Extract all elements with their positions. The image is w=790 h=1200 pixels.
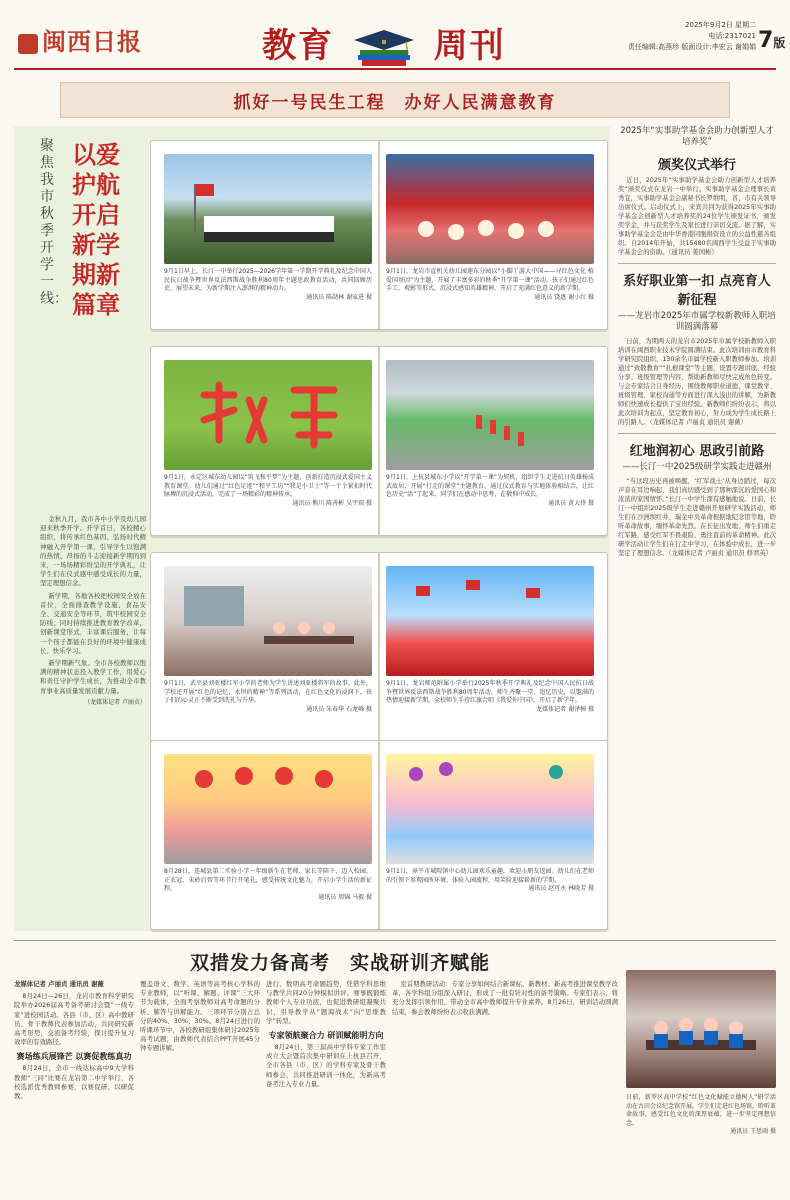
seal-icon (18, 34, 38, 54)
photo-kindergarten-welcome (386, 754, 594, 864)
photo-caption (164, 868, 372, 902)
caption-text: 9月1日，龙岩师范附属小学举行2025年秋季开学典礼及纪念中国人民抗日战争暨世界反法西斯战争胜利80周年活动，师生齐聚一堂、追忆历史，以饱满的热情迎接新学期，全校师生手持红旗合唱《我爱你中国》，开启了新学年。 (386, 680, 594, 705)
photo-caption (386, 680, 594, 714)
caption-credit: 通讯员 陈勋林 谢家进 摄 (306, 293, 372, 301)
feature-kicker: 聚焦我市秋季开学一线： (40, 138, 68, 307)
page-number-value: 7 (758, 28, 774, 53)
photo-cheering-students (386, 566, 594, 676)
caption-credit: 通讯员 周锦 马毅 摄 (318, 893, 372, 901)
bottom-paragraph: 8月24日，第三届高中学科专家工作室成立大会暨首次集中研训在上杭县召开，全市各县（市、区）的学科专家及骨干教师参会，共同推进研训一体化，为新高考备考注入专业力量。 (266, 1043, 386, 1088)
photo-study-tour (626, 970, 776, 1088)
caption-text: 9月1日，上杭县城东小学以“开学第一课”为契机，组织学生走进抗日英雄杨成武故居，开展“行走的课堂”主题教育，通过仪式教育与实地体验相结合，让红色历史“活”了起来，同学们在感动中思考，在敬仰中成长。 (386, 474, 594, 499)
intro-paragraph: 金秋九月，我市各中小学及幼儿园迎来秋季开学。开学首日，各校精心组织，将传承红色基因、弘扬时代精神融入开学第一课，引导学生以饱满的热情、昂扬的斗志迎接新学期的到来，一场场精彩纷呈的开学典礼，让学生们在仪式感中感受成长的力量，坚定理想信念。 (40, 515, 146, 588)
photo-book-3 (150, 552, 608, 742)
intro-paragraph: 新学期新气象。全市各校教师以饱满的精神状态投入教学工作，用爱心和责任守护学生成长，为推动全市教育事业高质量发展贡献力量。 (40, 659, 146, 695)
photo-classroom (164, 566, 372, 676)
photo-caption (386, 868, 594, 894)
photo-lanterns-gate (164, 754, 372, 864)
article-c-title: 红地润初心 思政引前路 (629, 444, 765, 459)
bottom-column-4 (392, 980, 618, 1017)
photo-kindergarten-red (386, 154, 594, 264)
photo-caption (164, 680, 372, 714)
feature-intro (40, 515, 146, 707)
study-group-illustration (626, 970, 776, 1088)
caption-credit: 通讯员 王思雨 摄 (730, 1128, 776, 1136)
article-c-subtitle: ——长汀一中2025级研学实践走进赣州 (622, 462, 772, 472)
caption-text: 日前，新罗区高中学校“红色文化赋能立德树人”研学活动在古田会议纪念馆开展，学生们走进红色场馆，聆听革命故事，感受红色文化的深厚底蕴，进一步坚定理想信念。 (626, 1094, 777, 1127)
flag-wave-illustration (386, 566, 594, 676)
photo-caption (164, 474, 372, 508)
editors-line: 责任编辑:高燕珍 版面设计:李宏云 谢娟娟 (627, 43, 756, 51)
caption-credit: 通讯员 饶惠 谢小红 摄 (534, 293, 594, 301)
bottom-subhead: 赛场练兵展锋芒 以赛促教练真功 (16, 1051, 132, 1062)
section-name: 教育 (262, 26, 334, 66)
slogan-text: 抓好一号民生工程 办好人民满意教育 (233, 92, 557, 113)
caption-text: 9月1日，永定区城东幼儿园以“筑飞和平梦”为主题，创新打造沉浸式爱国主义教育课堂。幼儿们通过“红色足迹”“和平工坊”“我是小卫士”等一个个紧扣时代脉搏的沉浸式活动，完成了一场精彩的精神传承。 (164, 474, 372, 499)
bottom-headline: 双措发力备高考 实战研训齐赋能 (189, 952, 490, 974)
caption-credit: 通讯员 熊川 陈善彬 吴宇琼 摄 (292, 499, 372, 507)
photo-school-walk (386, 360, 594, 470)
caption-text: 9月1日，武平县刘亚楼红军小学的老师为学生讲述刘亚楼将军的故事。此外，学校还开展“红色的记忆，永恒的精神”等系列活动，在红色文化的浸润下，孩子们的心灵正不断受到洗礼与升华。 (164, 680, 372, 705)
caption-credit: 通讯员 赵可永 林晓芳 摄 (528, 885, 594, 893)
section-title (262, 18, 506, 68)
bottom-subhead: 专家领航聚合力 研训赋能明方向 (268, 1030, 384, 1041)
caption-text: 9月1日，漳平市城隍镇中心幼儿园欢乐童趣，欢迎小朋友返园。幼儿们在老师的引领下参观园所环境、体验入园流程，用笑脸迎接崭新的学期。 (386, 868, 594, 884)
students-row-illustration (164, 154, 372, 264)
page-number (758, 28, 785, 53)
header-rule (14, 68, 776, 70)
book-spine (378, 140, 380, 330)
welcome-decor-illustration (386, 754, 594, 864)
divider (618, 433, 776, 434)
bottom-byline: 龙媒体记者 卢丽贞 通讯员 谢薇 (14, 980, 104, 988)
article-b-subtitle: ——龙岩市2025年市属学校新教师入职培训圆满落幕 (618, 311, 776, 332)
book-spine (378, 346, 380, 536)
divider (618, 263, 776, 264)
bottom-paragraph: 覆盖语文、数学、英语等高考核心学科的专业教师，以“听课、解题、评课”三大环节为载体，全面考察教师对高考命题的分析、解答与讲解能力。三项环节分别占总分的40%、30%、30%。8月24日进行的听课环节中，各校教研组集体研讨2025年高考试题，由教师代表结合PPT开展45分钟专题讲解。 (140, 980, 260, 1053)
caption-text: 8月28日，连城县第二实验小学一年级新生在老师、家长等陪下，迈入校园，正衣冠、朱砂启智等环节行开笔礼，感受传统文化魅力，开启小学生活的新征程。 (164, 868, 372, 893)
bottom-rule (14, 940, 776, 941)
page-number-suffix: 版 (773, 36, 786, 50)
bottom-paragraph: 8月24日，全市一线达标高中9大学科教师“三同”比赛在龙岩第二中学举行，各校选派优秀教师参赛，以赛促研、以研促教。 (14, 1064, 134, 1101)
caption-credit: 通讯员 黄大佟 摄 (548, 499, 594, 507)
intro-paragraph: 新学期，各地各校把校园安全放在首位，全面排查教学设施、食品安全、交通安全等环节，筑牢校园安全防线；同时持续推进教育教学改革，创新课堂形式，丰富课后服务，让每一个孩子都能在良好的环境中健康成长、快乐学习。 (40, 591, 146, 655)
formation-illustration (164, 360, 372, 470)
caption-credit: 龙媒体记者 谢泽樟 摄 (536, 705, 594, 713)
book-spine (378, 740, 380, 930)
page-meta (546, 20, 756, 53)
intro-credit: （龙媒体记者 卢丽贞） (84, 698, 146, 706)
bottom-column-2 (140, 980, 260, 1054)
photo-caption (386, 474, 594, 508)
article-c-body: “当这段历史再被唤醒，‘红军战士’从身边踏过，每次声音在耳边响起，我们真切感受到了那种深沉的爱国心和浓浓的家国情怀。”长汀一中学生深有感触地说。日前，长汀一中组织2025级学生走进赣州开展研学实践活动，师生们在沙洲坝红井、瑞金中央革命根据地纪念馆等地，聆听革命故事，缅怀革命先烈。在长征出发地，师生们重走红军路，感受红军不畏艰险、勇往直前的革命精神。此次研学活动让学生们在行走中学习，在体验中成长，进一步坚定了理想信念。（龙媒体记者 卢丽贞 通讯员 修君英） (618, 478, 776, 557)
phone-line: 电话:2317021 (708, 32, 756, 40)
slogan-banner (60, 82, 730, 118)
article-a-body: 近日，2025年“实事助学基金会助力创新型人才培养奖”颁奖仪式在龙岩一中举行。实事助学基金会理事长黄秀宜，实事助学基金会副秘书长罗维明，省、市有关领导出席仪式。启动仪式上，来宾共同为获得2025年实事助学基金会创新型人才培养奖的24位学生颁发证书，颁发奖学金，并与获奖学生及家长进行亲切交流。据了解，实事助学基金会是由中华香港同胞捐资设立的公益性慈善组织。自2014年开始，共15480名闽西学生受益于实事助学基金会的资助。（通讯员 姜国彬） (618, 177, 776, 256)
bottom-column-1 (14, 980, 134, 1101)
caption-text: 9月1日，龙岩市直机关幼儿园莲东分园以“小脚丫游大中国——寻红色文化·植爱国基因”为主题，开展了丰富多彩的秋季“开学第一课”活动。孩子们通过红色手工、观影等形式，沉浸式感知英雄精神，开启了充满红色意义的新学期。 (386, 268, 594, 293)
article-a-title: 颁奖仪式举行 (657, 158, 736, 173)
children-crowd-illustration (386, 154, 594, 264)
article-a-topic: 2025年“实事助学基金会助力创新型人才培养奖” (620, 126, 774, 147)
paper-name: 闽西日报 (42, 27, 142, 56)
article-b-body: 日前，为期两天的龙岩市2025年市属学校新教师入职培训在闽西职业技术学院圆满结束。此次培训由市教育科学研究院组织，130余名市属学校新入职教师参加。培训通过“致敬教育”“扎根课堂”等主题，设置专题讲座、经验分享、班级管理等内容，帮助新教师尽快完成角色转变。与会专家结合自身经历，围绕教师职业道德、课堂教学、班级管理、家校沟通等方面进行深入浅出的讲解，为新教师们快速成长提供了宝贵经验。新教师们纷纷表示，将以此次培训为起点，坚定教育初心，努力成为学生成长路上的引路人。（龙媒体记者 卢丽贞 通讯员 谢薇） (618, 338, 776, 426)
photo-book-1 (150, 140, 608, 330)
caption-text: 9月1日早上，长汀一中举行2025—2026学年第一学期开学典礼及纪念中国人民抗日战争暨世界反法西斯战争胜利80周年主题思政教育活动，共同回顾历史、展望未来，为新学期注入澎湃的精神动力。 (164, 268, 372, 293)
photo-peace-formation (164, 360, 372, 470)
marching-students-illustration (386, 360, 594, 470)
caption-credit: 通讯员 朱春华 石龙峰 摄 (306, 705, 372, 713)
bottom-column-3 (266, 980, 386, 1089)
photo-caption (164, 268, 372, 302)
bottom-paragraph: 进行、数明高考命题趋势，凭借学科思维与教学共同20分钟模拟讲评。赛事既锻炼教师个人专业功底，也促进教研组凝聚共识，引导教学从“题海战术”向“思维教学”转型。 (266, 980, 386, 1025)
photo-book-2 (150, 346, 608, 536)
bottom-photo-caption (626, 1094, 776, 1137)
section-name-2: 周刊 (433, 26, 506, 66)
book-spine (378, 552, 380, 742)
bottom-paragraph: 8月24日—26日，龙岩市教育科学研究院举办2026届高考备考研讨会暨“一线专家”进校园活动。各县（市、区）高中教研员、骨干教师代表参加活动，共同研究新高考形势，交流备考经验，探讨提升复习效率的有效路径。 (14, 992, 134, 1047)
masthead-logo (18, 22, 142, 57)
article-b-title: 系好职业第一扣 点亮育人新征程 (623, 274, 771, 308)
feature-headline: 以爱护航 开启新学期新篇章 (72, 140, 120, 319)
bottom-paragraph: 室首期教研活动：专家分享如何结合新课标、新教材、新高考推进课堂教学改革，各学科组分组深入研讨，形成了一批有针对性的备考策略。专家们表示，将充分发挥引领作用，带动全市高中教师提升专业素养。8月26日，研训活动圆满结束，参会教师纷纷表示收获满满。 (392, 980, 618, 1016)
date-line: 2025年9月2日 星期二 (685, 21, 756, 29)
classroom-illustration (164, 566, 372, 676)
lantern-illustration (164, 754, 372, 864)
graduation-cap-books-icon (352, 28, 416, 68)
photo-caption (386, 268, 594, 302)
photo-ceremony-flag (164, 154, 372, 264)
right-column (618, 126, 776, 558)
photo-book-4 (150, 740, 608, 930)
